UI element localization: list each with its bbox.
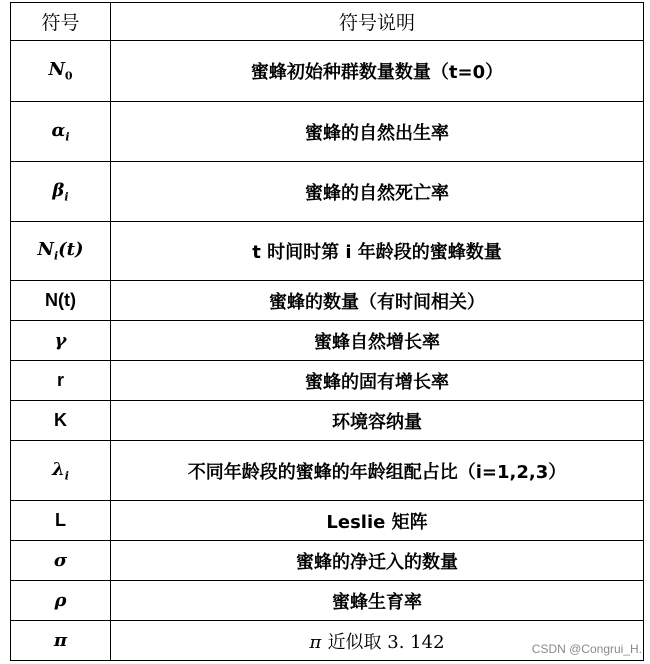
symbol-cell: [11, 102, 111, 162]
description-cell: t 时间时第 i 年龄段的蜜蜂数量: [111, 222, 644, 281]
header-symbol: 符号: [11, 3, 111, 41]
symbol-tail: (t): [58, 239, 84, 261]
description-cell: 蜜蜂初始种群数量数量（t=0）: [111, 41, 644, 102]
symbol-cell: π: [11, 621, 111, 661]
table-row: [11, 102, 644, 162]
symbol-main: β: [52, 179, 65, 201]
symbol-cell: N(t): [11, 281, 111, 321]
symbol-cell: [11, 162, 111, 222]
symbol-cell: K: [11, 401, 111, 441]
symbol-main: α: [51, 119, 66, 141]
table-row: [11, 401, 644, 441]
description-cell: 环境容纳量: [111, 401, 644, 441]
header-description: 符号说明: [111, 3, 644, 41]
description-cell: 蜜蜂的固有增长率: [111, 361, 644, 401]
symbol-main: λ: [52, 458, 65, 480]
description-cell: 蜜蜂的自然出生率: [111, 102, 644, 162]
symbol-main: N: [37, 239, 54, 261]
symbol-table: [10, 2, 644, 661]
table-row: [11, 321, 644, 361]
symbol-cell: [11, 222, 111, 281]
table-row: [11, 361, 644, 401]
symbol-subscript: i: [64, 190, 69, 204]
description-text: 近似取 3. 142: [327, 631, 445, 653]
symbol-cell: L: [11, 501, 111, 541]
watermark: CSDN @Congrui_H.: [531, 642, 642, 656]
description-cell: 蜜蜂的数量（有时间相关）: [111, 281, 644, 321]
symbol-cell: [11, 441, 111, 501]
symbol-main: N: [48, 59, 65, 81]
description-cell: Leslie 矩阵: [111, 501, 644, 541]
symbol-cell: σ: [11, 541, 111, 581]
symbol-cell: r: [11, 361, 111, 401]
symbol-cell: ρ: [11, 581, 111, 621]
table-row: [11, 541, 644, 581]
description-cell: 蜜蜂生育率: [111, 581, 644, 621]
symbol-subscript: i: [64, 469, 69, 483]
symbol-subscript: i: [53, 249, 59, 263]
symbol-subscript: i: [65, 130, 70, 144]
table-row: [11, 441, 644, 501]
pi-symbol: π: [309, 631, 322, 653]
table-row: [11, 281, 644, 321]
table-row: [11, 41, 644, 102]
symbol-subscript: 0: [64, 69, 73, 83]
table-header-row: [11, 3, 644, 41]
description-cell: 蜜蜂的净迁入的数量: [111, 541, 644, 581]
symbol-cell: γ: [11, 321, 111, 361]
table-row: [11, 581, 644, 621]
description-cell: 不同年龄段的蜜蜂的年龄组配占比（i=1,2,3）: [111, 441, 644, 501]
table-row: [11, 222, 644, 281]
table-row: [11, 501, 644, 541]
description-cell: 蜜蜂自然增长率: [111, 321, 644, 361]
description-cell: 蜜蜂的自然死亡率: [111, 162, 644, 222]
table-row: [11, 162, 644, 222]
symbol-cell: [11, 41, 111, 102]
